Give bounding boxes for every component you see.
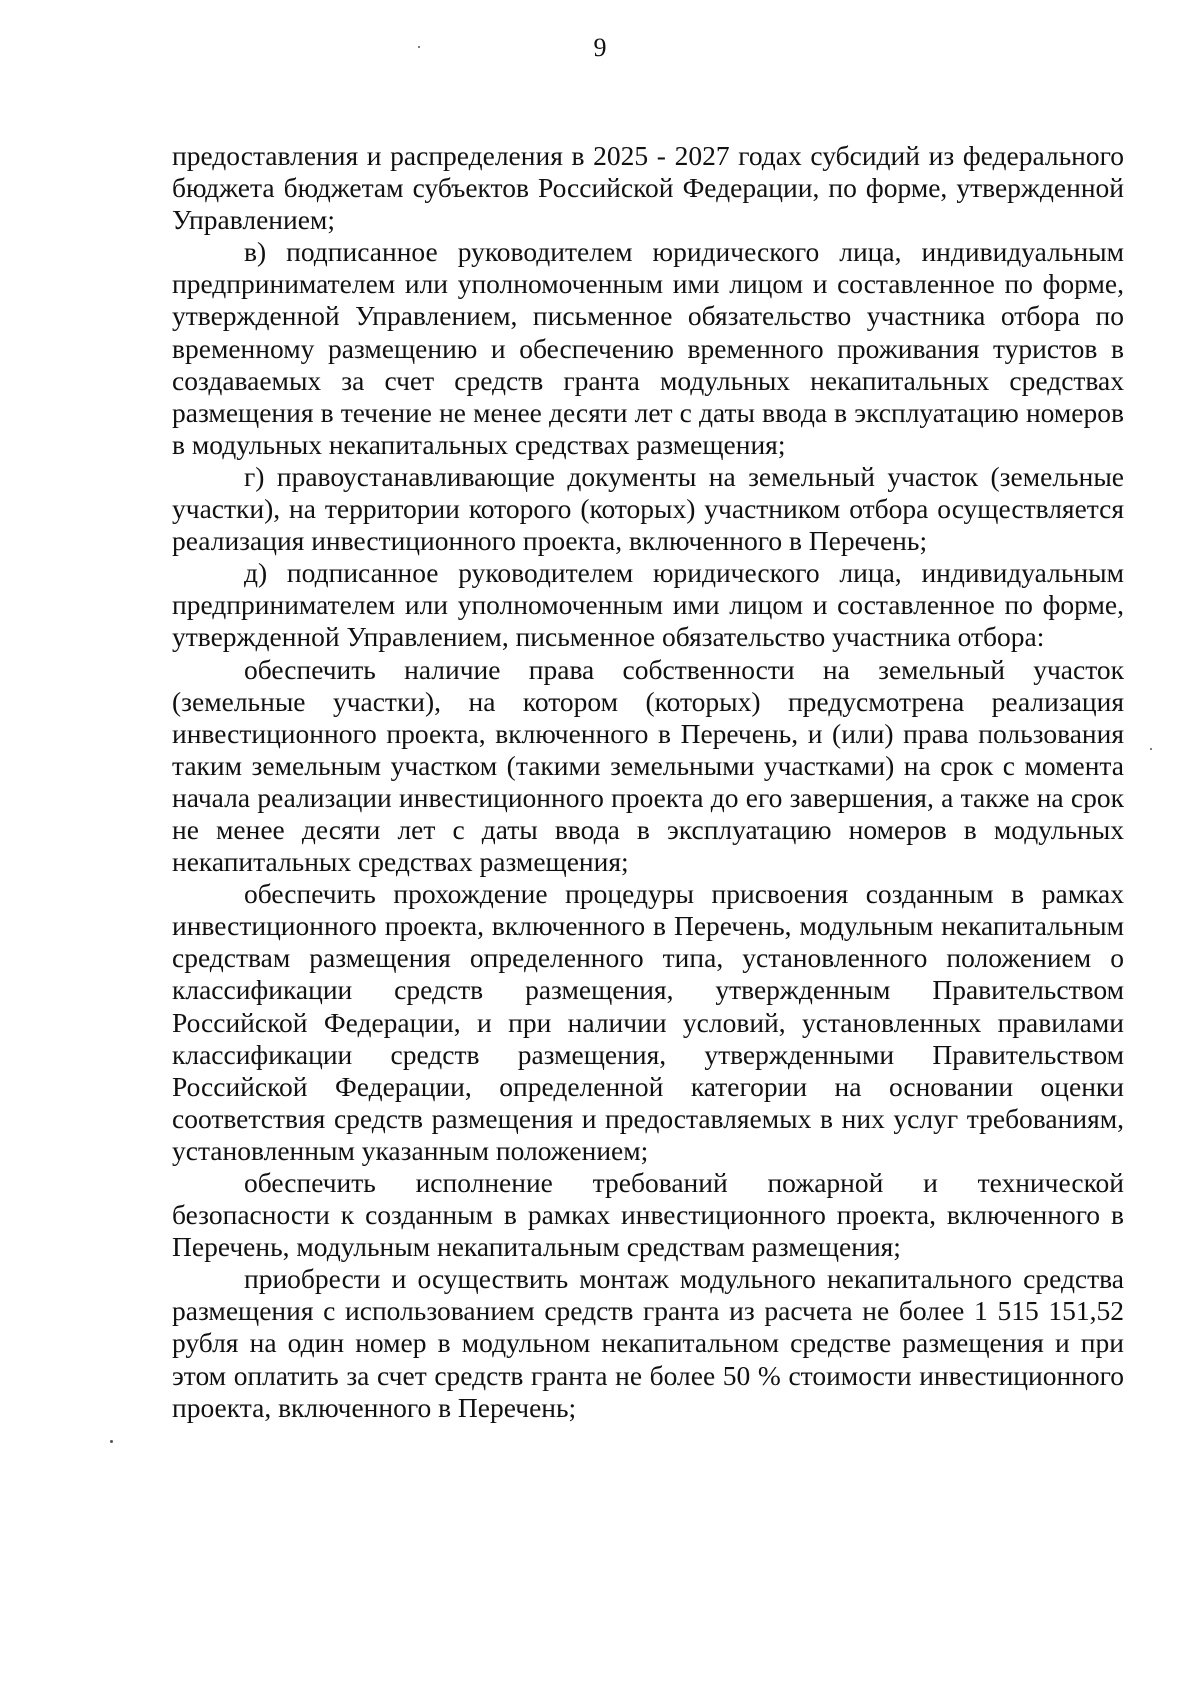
scan-speck bbox=[418, 46, 420, 48]
document-body bbox=[172, 140, 1124, 1424]
paragraph-obligation-land-rights: обеспечить наличие права собственности на земельный участок (земельные участки), на котором (которых) предусмотрена реализация инвестиционного проекта, включенного в Перечень, и (или) права пользования таким земельным участком (такими земельными участками) на срок с момента начала реализации инвестиционного проекта до его завершения, а также на срок не менее десяти лет с даты ввода в эксплуатацию номеров в модульных некапитальных средствах размещения; bbox=[172, 653, 1124, 878]
paragraph-item-d: д) подписанное руководителем юридического лица, индивидуальным предпринимателем или уполномоченным ими лицом и составленное по форме, утвержденной Управлением, письменное обязательство участника отбора: bbox=[172, 557, 1124, 653]
paragraph-continuation: предоставления и распределения в 2025 - 2027 годах субсидий из федерального бюджета бюджетам субъектов Российской Федерации, по форме, утвержденной Управлением; bbox=[172, 140, 1124, 236]
scan-speck bbox=[110, 1440, 113, 1443]
paragraph-item-g: г) правоустанавливающие документы на земельный участок (земельные участки), на территории которого (которых) участником отбора осуществляется реализация инвестиционного проекта, включенного в Перечень; bbox=[172, 460, 1124, 557]
paragraph-obligation-fire-safety: обеспечить исполнение требований пожарной и технической безопасности к созданным в рамках инвестиционного проекта, включенного в Перечень, модульным некапитальным средствам размещения; bbox=[172, 1167, 1124, 1263]
scan-speck bbox=[1150, 748, 1152, 750]
paragraph-obligation-purchase: приобрести и осуществить монтаж модульного некапитального средства размещения с использованием средств гранта из расчета не более 1 515 151,52 рубля на один номер в модульном некапитальном средстве размещения и при этом оплатить за счет средств гранта не более 50 % стоимости инвестиционного проекта, включенного в Перечень; bbox=[172, 1263, 1124, 1423]
page-number: 9 bbox=[593, 33, 607, 62]
paragraph-item-v: в) подписанное руководителем юридического лица, индивидуальным предпринимателем или уполномоченным ими лицом и составленное по форме, утвержденной Управлением, письменное обязательство участника отбора по временному размещению и обеспечению временного проживания туристов в создаваемых за счет средств гранта модульных некапитальных средствах размещения в течение не менее десяти лет с даты ввода в эксплуатацию номеров в модульных некапитальных средствах размещения; bbox=[172, 236, 1124, 460]
paragraph-obligation-classification: обеспечить прохождение процедуры присвоения созданным в рамках инвестиционного проекта, включенного в Перечень, модульным некапитальным средствам размещения определенного типа, установленного положением о классификации средств размещения, утвержденным Правительством Российской Федерации, и при наличии условий, установленных правилами классификации средств размещения, утвержденными Правительством Российской Федерации, определенной категории на основании оценки соответствия средств размещения и предоставляемых в них услуг требованиям, установленным указанным положением; bbox=[172, 878, 1124, 1166]
